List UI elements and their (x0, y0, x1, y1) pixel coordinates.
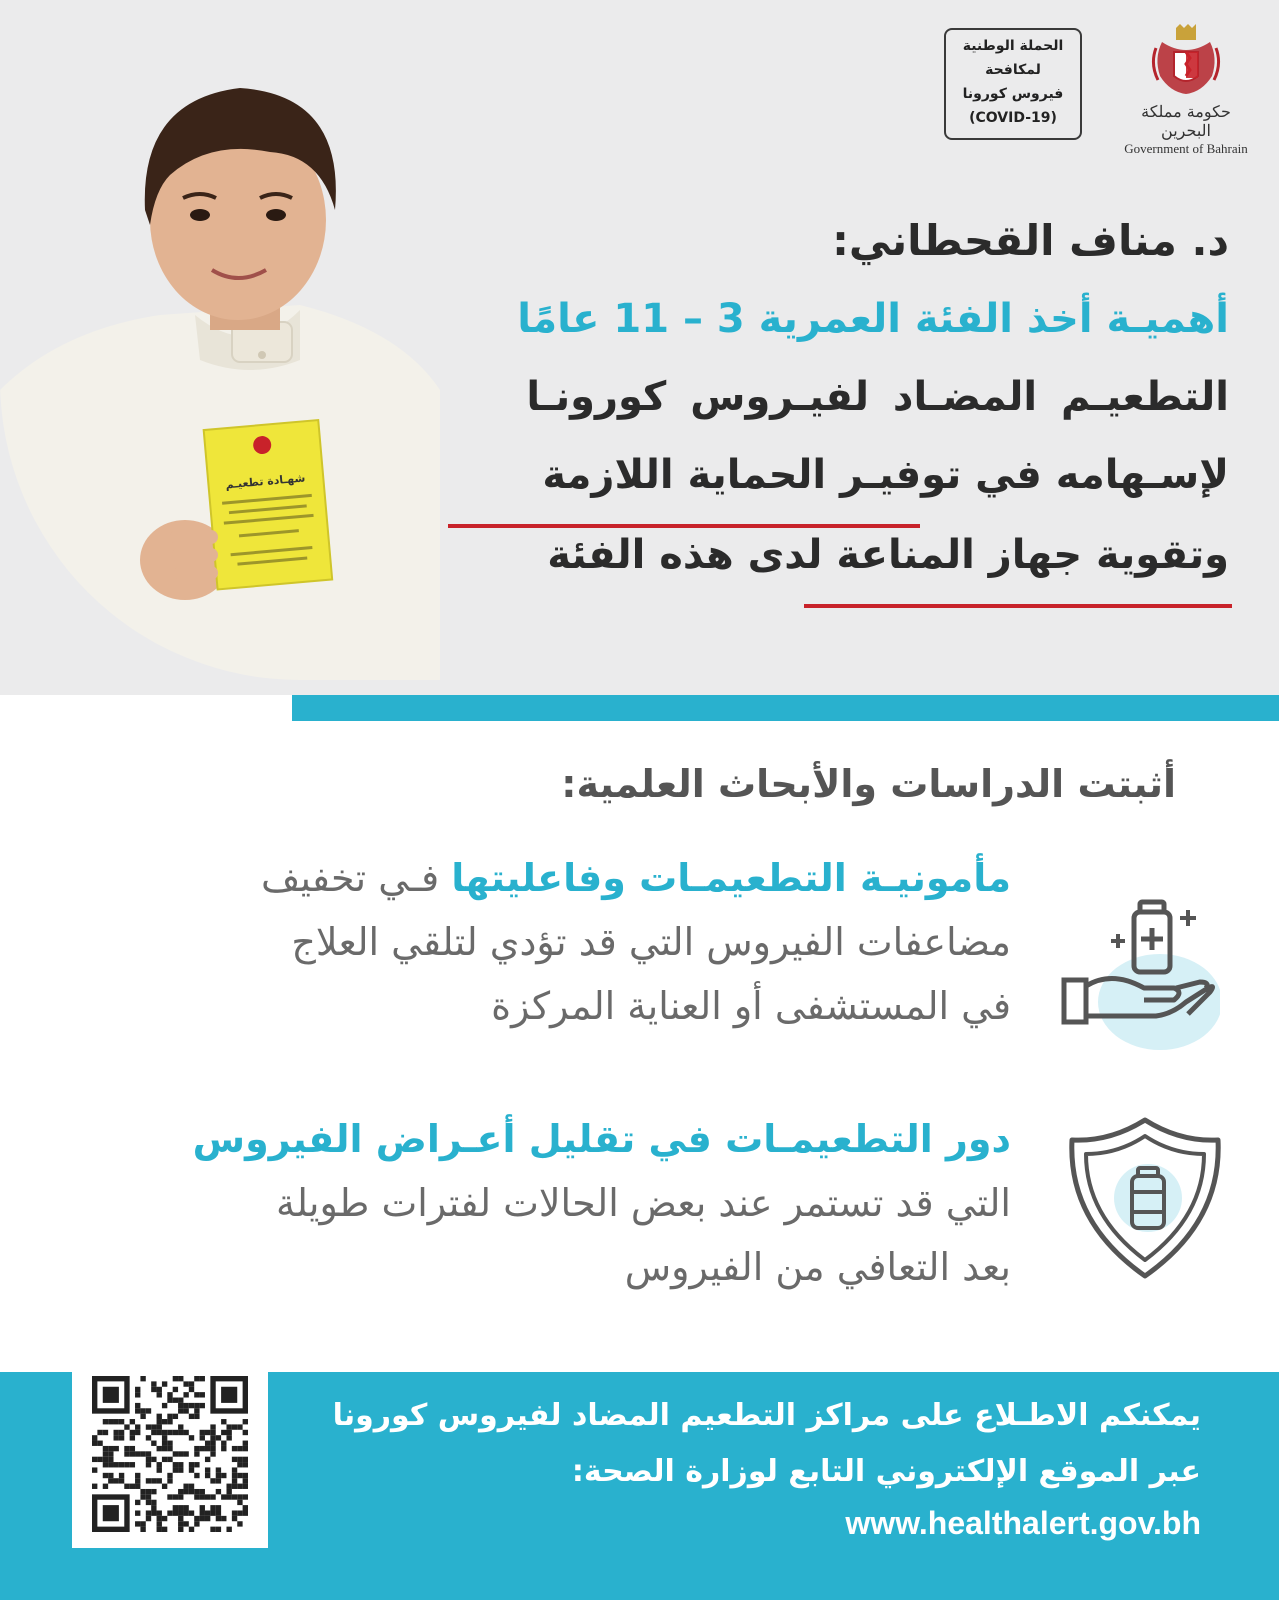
headline-line-2: التطعيـم المضـاد لفيـروس كورونـا (526, 374, 1229, 420)
study-item-text: التي قد تستمر عند بعض الحالات لفترات طويلة (275, 1181, 1011, 1225)
accent-stripe (292, 695, 1279, 721)
gov-logo-english: Government of Bahrain (1124, 141, 1248, 156)
underline-protection (448, 524, 920, 528)
campaign-badge-line: فيروس كورونا (962, 86, 1064, 102)
study-item-text: بعد التعافي من الفيروس (624, 1245, 1011, 1289)
study-item-highlight: مأمونيـة التطعيمـات وفاعليتها (451, 856, 1011, 900)
campaign-badge (944, 28, 1082, 140)
footer-line-1: يمكنكم الاطـلاع على مراكز التطعيم المضاد لفيروس كورونا (332, 1398, 1201, 1433)
gov-logo-arabic: حكومة مملكة البحرين (1141, 102, 1231, 140)
campaign-badge-line: لمكافحة (985, 62, 1041, 78)
coat-of-arms-icon (1150, 24, 1222, 96)
website-link[interactable]: www.healthalert.gov.bh (845, 1505, 1201, 1541)
studies-title: أثبتت الدراسات والأبحاث العلمية: (561, 762, 1176, 806)
headline-line-4: وتقوية جهاز المناعة لدى هذه الفئة (547, 532, 1229, 578)
study-item-text: فـي تخفيف (260, 856, 452, 900)
hand-vaccine-icon (1060, 892, 1220, 1052)
study-item-text: في المستشفى أو العناية المركزة (491, 984, 1011, 1028)
footer-line-2: عبر الموقع الإلكتروني التابع لوزارة الصحة: (571, 1454, 1201, 1489)
speaker-name: د. مناف القحطاني: (832, 216, 1229, 265)
qr-code-icon (92, 1376, 248, 1532)
underline-immunity (804, 604, 1232, 608)
government-logo (1116, 24, 1256, 154)
campaign-badge-line: (COVID-19) (969, 110, 1057, 126)
campaign-badge-line: الحملة الوطنية (962, 38, 1064, 54)
study-item-text: مضاعفات الفيروس التي قد تؤدي لتلقي العلاج (291, 920, 1011, 964)
qr-code[interactable] (72, 1372, 268, 1548)
headline-line-3: لإسـهامه في توفيـر الحماية اللازمة (542, 452, 1229, 498)
shield-vaccine-icon (1060, 1112, 1230, 1282)
study-item-highlight: دور التطعيمـات في تقليل أعـراض الفيروس (192, 1117, 1011, 1161)
card-title: شهـادة تطعيـم (225, 471, 306, 492)
headline-line-1: أهميـة أخذ الفئة العمرية 3 – 11 عامًا (517, 296, 1229, 342)
study-item-safety (111, 846, 1011, 1038)
study-item-symptoms (111, 1107, 1011, 1299)
